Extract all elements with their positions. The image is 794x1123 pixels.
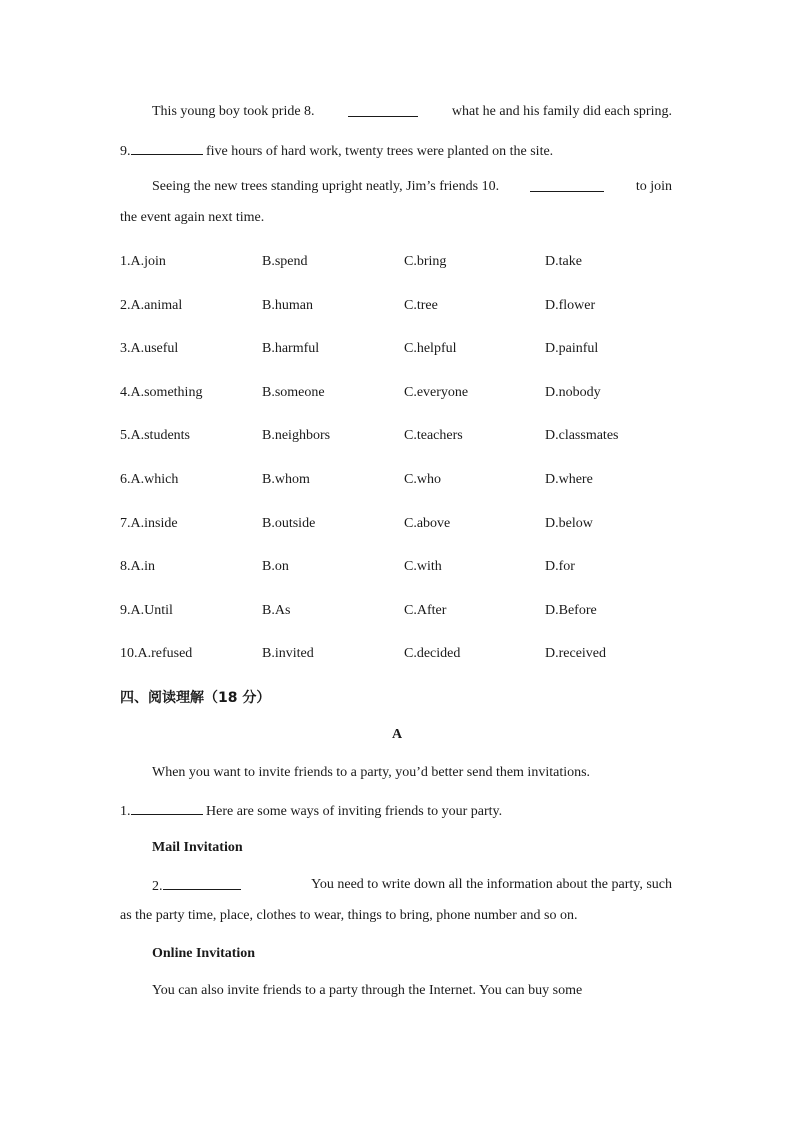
option-b[interactable]: B.someone [262,385,325,400]
passage-text: You can also invite friends to a party through the Internet. You can buy some [152,983,583,998]
option-a[interactable]: 5.A.students [120,428,190,443]
option-a[interactable]: 2.A.animal [120,298,183,313]
option-b[interactable]: B.spend [262,254,308,269]
option-d[interactable]: D.below [545,516,593,531]
option-a[interactable]: 4.A.something [120,385,203,400]
answer-blank-r2[interactable] [163,876,241,890]
passage-label: A [391,727,403,742]
option-c[interactable]: C.After [404,603,447,618]
option-d[interactable]: D.Before [545,603,597,618]
question-line-1 [120,801,502,821]
option-c[interactable]: C.helpful [404,341,457,356]
option-c[interactable]: C.tree [404,298,438,313]
passage-line-2 [120,141,553,161]
passage-line-1 [152,103,672,121]
option-row [120,384,680,402]
passage-intro: When you want to invite friends to a party, you’d better send them invitations. [152,765,591,780]
option-row [120,558,680,576]
passage-text: what he and his family did each spring. [451,104,672,119]
passage-text: This young boy took pride 8. [152,104,315,119]
question-line-2 [152,876,672,896]
option-b[interactable]: B.harmful [262,341,320,356]
option-b[interactable]: B.invited [262,646,314,661]
option-d[interactable]: D.nobody [545,385,601,400]
option-b[interactable]: B.human [262,298,313,313]
question-number: 1. [120,804,131,819]
option-c[interactable]: C.teachers [404,428,463,443]
option-b[interactable]: B.neighbors [262,428,331,443]
online-text-line [152,982,672,1000]
option-c[interactable]: C.above [404,516,451,531]
option-a[interactable]: 9.A.Until [120,603,173,618]
option-row [120,340,680,358]
option-b[interactable]: B.As [262,603,291,618]
option-b[interactable]: B.on [262,559,289,574]
option-d[interactable]: D.for [545,559,575,574]
option-d[interactable]: D.received [545,646,607,661]
online-invitation-heading: Online Invitation [152,946,256,961]
question-line-2-cont: as the party time, place, clothes to wear, things to bring, phone number and so on. [120,908,578,923]
answer-blank-r1[interactable] [131,801,203,815]
passage-text: to join [635,179,672,194]
option-a[interactable]: 10.A.refused [120,646,193,661]
option-c[interactable]: C.bring [404,254,447,269]
option-c[interactable]: C.everyone [404,385,469,400]
option-row [120,602,680,620]
option-row [120,515,680,533]
option-c[interactable]: C.who [404,472,441,487]
option-c[interactable]: C.with [404,559,442,574]
question-number: 9. [120,144,131,159]
option-row [120,471,680,489]
option-b[interactable]: B.whom [262,472,310,487]
question-text: Here are some ways of inviting friends to your party. [206,804,503,819]
answer-blank-10[interactable] [530,178,604,192]
passage-line-4: the event again next time. [120,210,265,225]
passage-line-3 [152,178,672,196]
option-d[interactable]: D.classmates [545,428,619,443]
answer-blank-8[interactable] [348,103,418,117]
option-a[interactable]: 1.A.join [120,254,166,269]
option-d[interactable]: D.flower [545,298,596,313]
section-heading: 四、阅读理解（18 分） [120,690,271,706]
question-text: You need to write down all the information about the party, such [311,877,672,892]
option-a[interactable]: 7.A.inside [120,516,178,531]
mail-invitation-heading: Mail Invitation [152,840,243,855]
question-number: 2. [152,879,163,894]
option-c[interactable]: C.decided [404,646,461,661]
option-a[interactable]: 3.A.useful [120,341,179,356]
answer-blank-9[interactable] [131,141,203,155]
option-row [120,297,680,315]
option-d[interactable]: D.where [545,472,593,487]
option-row [120,253,680,271]
question-blank-group [152,876,241,896]
option-row [120,427,680,445]
option-a[interactable]: 6.A.which [120,472,179,487]
option-d[interactable]: D.take [545,254,582,269]
option-b[interactable]: B.outside [262,516,316,531]
passage-text: five hours of hard work, twenty trees were planted on the site. [206,144,554,159]
passage-text: Seeing the new trees standing upright neatly, Jim’s friends 10. [152,179,500,194]
option-row [120,645,680,663]
option-d[interactable]: D.painful [545,341,599,356]
option-a[interactable]: 8.A.in [120,559,155,574]
